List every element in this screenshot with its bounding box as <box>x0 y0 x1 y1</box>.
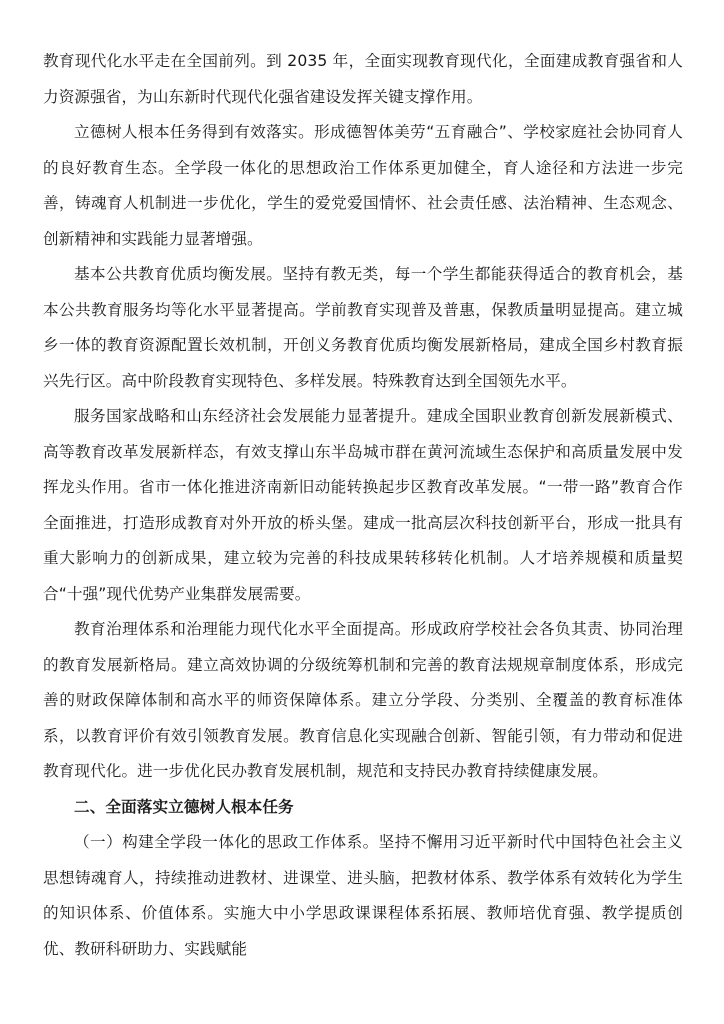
paragraph-ideological-work: （一）构建全学段一体化的思政工作体系。坚持不懈用习近平新时代中国特色社会主义思想铸魂育人，持续推动进教材、进课堂、进头脑，把教材体系、教学体系有效转化为学生的知识体系、价值体系。实施大中小学思政课课程体系拓展、教师培优育强、教学提质创优、教研科研助力、实践赋能 <box>43 833 683 958</box>
document-page <box>43 44 683 967</box>
paragraph-public-education: 基本公共教育优质均衡发展。坚持有教无类，每一个学生都能获得适合的教育机会，基本公共教育服务均等化水平显著提高。学前教育实现普及普惠，保教质量明显提高。建立城乡一体的教育资源配置长效机制，开创义务教育优质均衡发展新格局，建成全国乡村教育振兴先行区。高中阶段教育实现特色、多样发展。特殊教育达到全国领先水平。 <box>43 265 683 390</box>
paragraph-modernization-goal: 教育现代化水平走在全国前列。到 2035 年，全面实现教育现代化，全面建成教育强省和人力资源强省，为山东新时代现代化强省建设发挥关键支撑作用。 <box>43 52 683 106</box>
paragraph-moral-education: 立德树人根本任务得到有效落实。形成德智体美劳“五育融合”、学校家庭社会协同育人的良好教育生态。全学段一体化的思想政治工作体系更加健全，育人途径和方法进一步完善，铸魂育人机制进一步优化，学生的爱党爱国情怀、社会责任感、法治精神、生态观念、创新精神和实践能力显著增强。 <box>43 123 683 248</box>
paragraph-governance: 教育治理体系和治理能力现代化水平全面提高。形成政府学校社会各负其责、协同治理的教育发展新格局。建立高效协调的分级统筹机制和完善的教育法规规章制度体系，形成完善的财政保障体制和高水平的师资保障体系。建立分学段、分类别、全覆盖的教育标准体系，以教育评价有效引领教育发展。教育信息化实现融合创新、智能引领，有力带动和促进教育现代化。进一步优化民办教育发展机制，规范和支持民办教育持续健康发展。 <box>43 620 683 780</box>
paragraph-service-capacity: 服务国家战略和山东经济社会发展能力显著提升。建成全国职业教育创新发展新模式、高等教育改革发展新样态，有效支撑山东半岛城市群在黄河流域生态保护和高质量发展中发挥龙头作用。省市一体化推进济南新旧动能转换起步区教育改革发展。“一带一路”教育合作全面推进，打造形成教育对外开放的桥头堡。建成一批高层次科技创新平台，形成一批具有重大影响力的创新成果，建立较为完善的科技成果转移转化机制。人才培养规模和质量契合“十强”现代优势产业集群发展需要。 <box>43 407 683 603</box>
section-heading: 二、全面落实立德树人根本任务 <box>74 797 294 816</box>
